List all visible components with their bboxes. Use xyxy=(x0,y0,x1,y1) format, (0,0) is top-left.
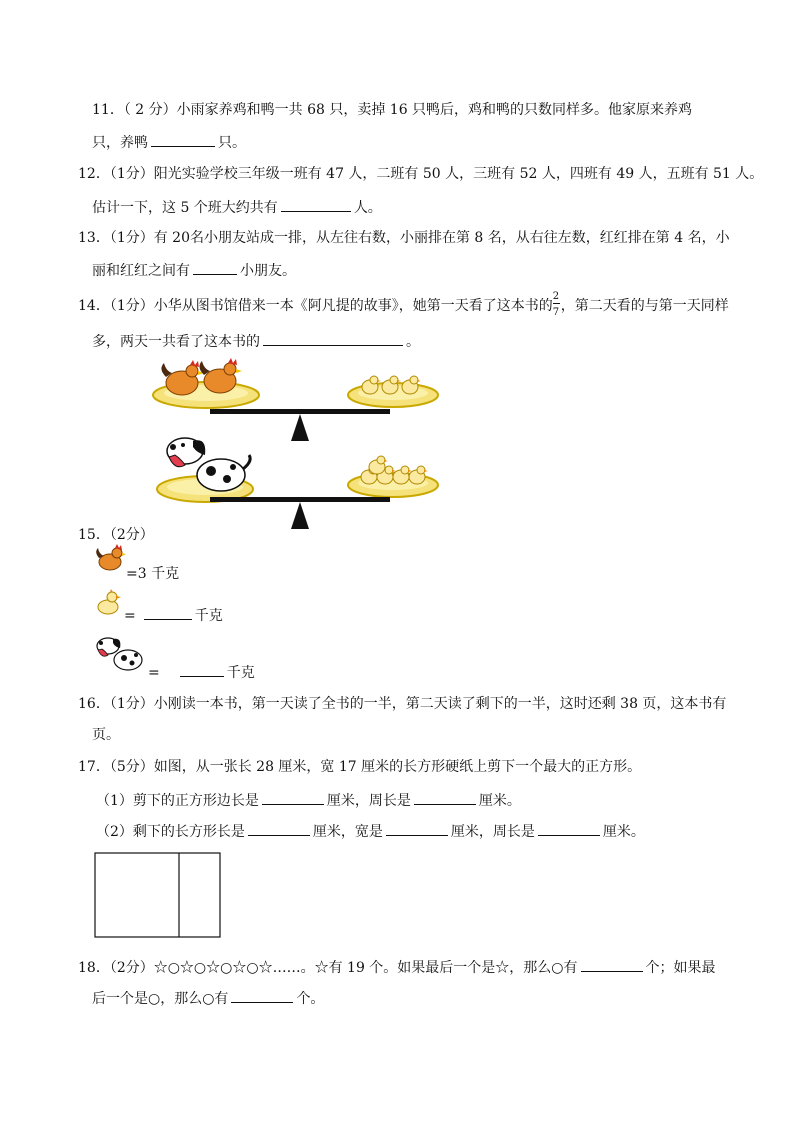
q15-rooster-equation: =3 千克 xyxy=(126,566,180,582)
q17-side-blank[interactable] xyxy=(262,790,324,805)
q12-line2 xyxy=(92,197,382,217)
chick-icon xyxy=(96,590,124,616)
q14-text-d: 。 xyxy=(406,334,420,350)
q18-text-b: 个；如果最 xyxy=(645,960,716,976)
q17-square-perimeter-blank[interactable] xyxy=(414,790,476,805)
q12-text-b: 人。 xyxy=(353,200,382,216)
q17-sub2-a: （2）剩下的长方形长是 xyxy=(96,824,245,840)
q14-frac-den: 7 xyxy=(552,307,560,318)
scale-fulcrum xyxy=(291,502,309,529)
q17-sub1-a: （1）剪下的正方形边长是 xyxy=(96,793,259,809)
q12-answer-blank[interactable] xyxy=(281,197,351,212)
q18-text-d: 个。 xyxy=(296,991,325,1007)
q14-frac-num: 2 xyxy=(552,291,560,302)
q14-answer-blank[interactable] xyxy=(263,331,403,346)
q14-line1 xyxy=(78,291,729,318)
q15-label: 15．（2分） xyxy=(78,527,154,543)
q17-sub2-c: 厘米，周长是 xyxy=(450,824,535,840)
rooster-icon xyxy=(96,546,126,574)
q18-text-a: 18．（2分）☆○☆○☆○☆○☆……。☆有 19 个。如果最后一个是☆，那么○有 xyxy=(78,960,578,976)
dog-icon xyxy=(94,632,144,676)
scale-beam xyxy=(210,497,390,502)
q18-answer-blank-2[interactable] xyxy=(231,988,293,1003)
q11-line2 xyxy=(92,132,246,152)
scale-beam xyxy=(210,409,390,414)
q15-chick-blank[interactable] xyxy=(144,605,192,620)
q17-sub1 xyxy=(96,790,521,810)
q15-chick-line xyxy=(124,605,223,625)
q13-text-a: 丽和红红之间有 xyxy=(92,263,190,279)
q11-text-a: 只，养鸭 xyxy=(92,135,148,151)
q17-sub1-c: 厘米。 xyxy=(478,793,521,809)
q17-sub2 xyxy=(96,821,645,841)
q17-sub1-b: 厘米，周长是 xyxy=(326,793,411,809)
q14-fraction xyxy=(552,291,561,318)
q15-dog-line xyxy=(148,662,255,682)
q12-line1: 12．（1分）阳光实验学校三年级一班有 47 人，二班有 50 人，三班有 52 人，四班有 49 人，五班有 51 人。 xyxy=(78,166,764,182)
q13-line1: 13．（1分）有 20名小朋友站成一排，从左往右数，小丽排在第 8 名，从右往左数，红红排在第 4 名，小 xyxy=(78,230,730,246)
q16-line2: 页。 xyxy=(92,727,120,743)
q18-line2 xyxy=(92,988,324,1008)
q14-text-b: ，第二天看的与第一天同样 xyxy=(560,298,729,314)
q17-line1: 17．（5分）如图，从一张长 28 厘米，宽 17 厘米的长方形硬纸上剪下一个最大的正方形。 xyxy=(78,759,642,775)
q17-width-blank[interactable] xyxy=(386,821,448,836)
q12-text-a: 估计一下，这 5 个班大约共有 xyxy=(92,200,278,216)
q14-text-c: 多，两天一共看了这本书的 xyxy=(92,334,260,350)
q17-sub2-d: 厘米。 xyxy=(602,824,645,840)
q15-dog-unit: 千克 xyxy=(226,665,255,681)
q17-sub2-b: 厘米，宽是 xyxy=(312,824,383,840)
q17-length-blank[interactable] xyxy=(248,821,310,836)
rectangle-diagram xyxy=(94,852,222,938)
q11-line1: 11．（ 2 分）小雨家养鸡和鸭一共 68 只，卖掉 16 只鸭后，鸡和鸭的只数同样多。他家原来养鸡 xyxy=(92,102,693,118)
q13-line2 xyxy=(92,260,296,280)
q18-line1 xyxy=(78,957,716,977)
q11-answer-blank[interactable] xyxy=(151,132,215,147)
q14-line2 xyxy=(92,331,420,351)
q13-answer-blank[interactable] xyxy=(193,260,237,275)
q15-dog-blank[interactable] xyxy=(180,662,224,677)
q16-line1: 16．（1分）小刚读一本书，第一天读了全书的一半，第二天读了剩下的一半，这时还剩 38 页，这本书有 xyxy=(78,696,727,712)
q14-text-a: 14．（1分）小华从图书馆借来一本《阿凡提的故事》，她第一天看了这本书的 xyxy=(78,298,553,314)
cardboard-rectangle xyxy=(95,853,220,937)
q15-chick-equals: = xyxy=(124,608,136,624)
balance-scale-dog xyxy=(155,435,450,535)
q17-rect-perimeter-blank[interactable] xyxy=(538,821,600,836)
q18-text-c: 后一个是○，那么○有 xyxy=(92,991,229,1007)
q13-text-b: 小朋友。 xyxy=(240,263,296,279)
q11-text-b: 只。 xyxy=(218,135,246,151)
balance-scale-roosters xyxy=(150,355,450,445)
q18-answer-blank-1[interactable] xyxy=(581,957,643,972)
q15-chick-unit: 千克 xyxy=(194,608,223,624)
q15-dog-equals: = xyxy=(148,665,160,681)
